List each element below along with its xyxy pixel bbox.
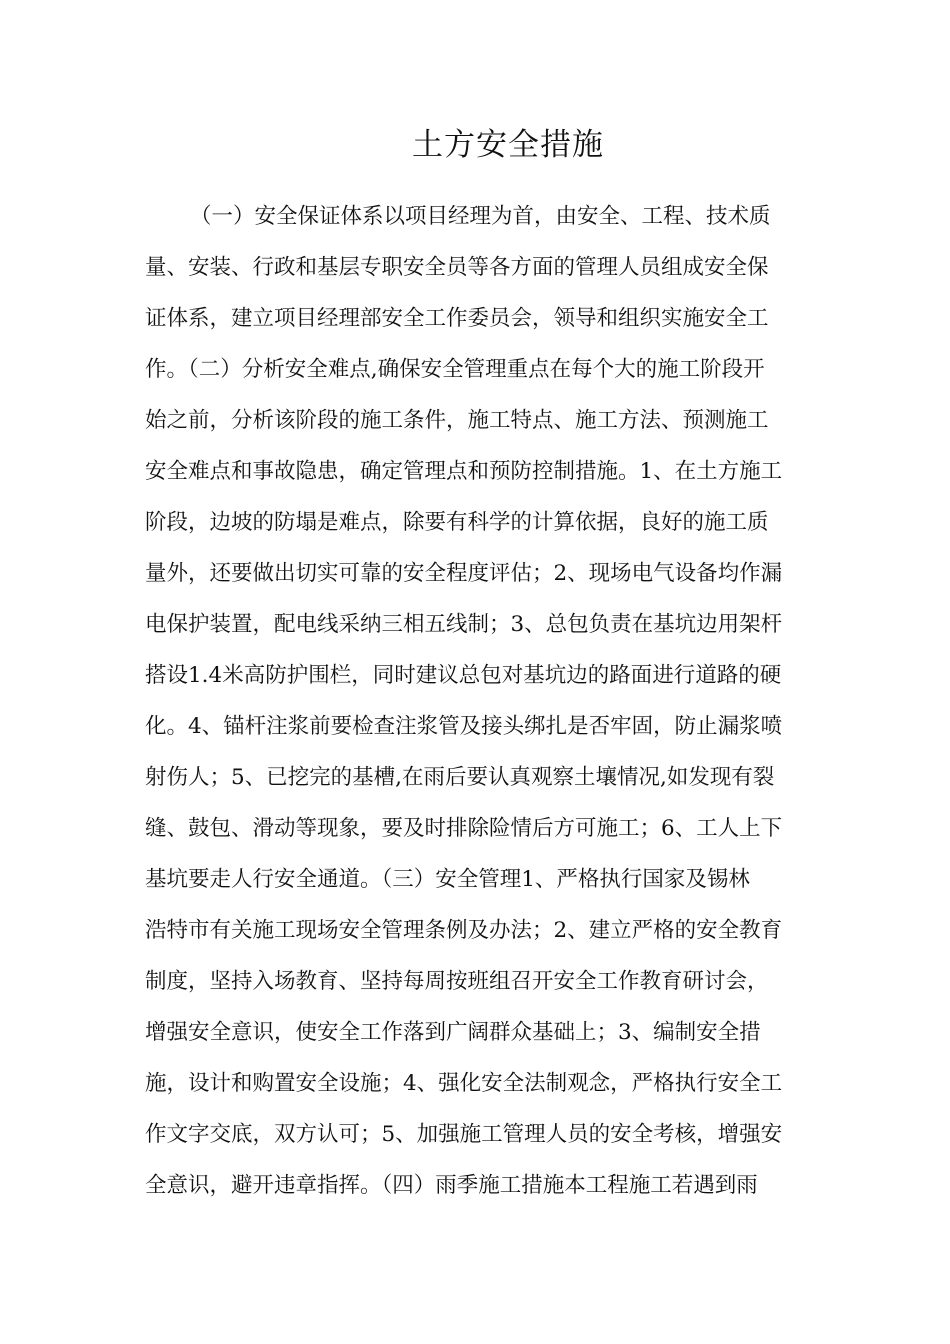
paragraph-line: 始之前，分析该阶段的施工条件，施工特点、施工方法、预测施工 <box>145 408 769 433</box>
paragraph-line: 安全难点和事故隐患，确定管理点和预防控制措施。1、在土方施工 <box>145 459 783 484</box>
paragraph-line: 浩特市有关施工现场安全管理条例及办法；2、建立严格的安全教育 <box>145 918 783 943</box>
paragraph-line: 全意识，避开违章指挥。（四）雨季施工措施本工程施工若遇到雨 <box>145 1173 758 1198</box>
paragraph-line: 化。4、锚杆注浆前要检查注浆管及接头绑扎是否牢固，防止漏浆喷 <box>145 714 783 739</box>
document-title: 土方安全措施 <box>412 127 604 163</box>
paragraph-line: 射伤人；5、已挖完的基槽,在雨后要认真观察土壤情况,如发现有裂 <box>145 765 775 790</box>
paragraph-line: 增强安全意识，使安全工作落到广阔群众基础上；3、编制安全措 <box>145 1020 761 1045</box>
paragraph-line: 证体系，建立项目经理部安全工作委员会，领导和组织实施安全工 <box>145 306 769 331</box>
paragraph-line: 量外，还要做出切实可靠的安全程度评估；2、现场电气设备均作漏 <box>145 561 783 586</box>
paragraph-line: 缝、鼓包、滑动等现象，要及时排除险情后方可施工；6、工人上下 <box>145 816 783 841</box>
paragraph-line: 作文字交底，双方认可；5、加强施工管理人员的安全考核，增强安 <box>145 1122 783 1147</box>
paragraph-line: 电保护装置，配电线采纳三相五线制；3、总包负责在基坑边用架杆 <box>145 612 783 637</box>
paragraph-line: （一）安全保证体系以项目经理为首，由安全、工程、技术质 <box>190 204 771 229</box>
paragraph-line: 阶段，边坡的防塌是难点，除要有科学的计算依据，良好的施工质 <box>145 510 769 535</box>
paragraph-line: 制度，坚持入场教育、坚持每周按班组召开安全工作教育研讨会， <box>145 969 769 994</box>
paragraph-line: 量、安装、行政和基层专职安全员等各方面的管理人员组成安全保 <box>145 255 769 280</box>
paragraph-line: 施，设计和购置安全设施；4、强化安全法制观念，严格执行安全工 <box>145 1071 783 1096</box>
paragraph-line: 作。（二）分析安全难点,确保安全管理重点在每个大的施工阶段开 <box>145 357 765 382</box>
paragraph-line: 基坑要走人行安全通道。（三）安全管理1、严格执行国家及锡林 <box>145 867 750 892</box>
paragraph-line: 搭设1.4米高防护围栏，同时建议总包对基坑边的路面进行道路的硬 <box>145 663 782 688</box>
